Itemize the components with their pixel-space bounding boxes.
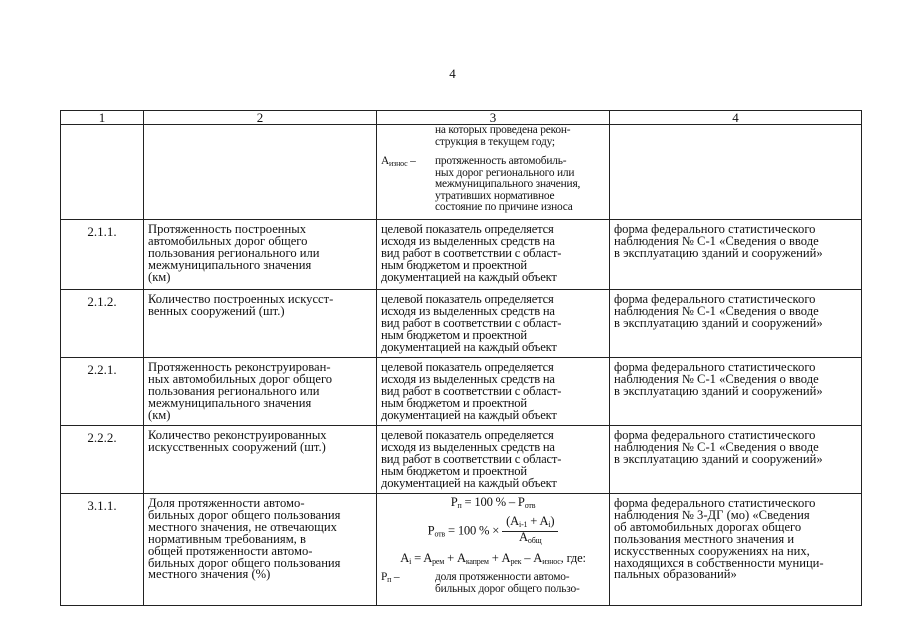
- text-line: пользования регионального или: [148, 245, 320, 260]
- dash: –: [410, 155, 416, 167]
- calculation-method: [377, 290, 610, 358]
- cont-line-1: на которых проведена рекон-: [435, 124, 571, 136]
- indicator-name: [144, 220, 377, 290]
- text-line: форма федерального статистического: [614, 496, 816, 510]
- symbol-subscript: износ: [389, 159, 408, 168]
- definition-line: протяженность автомобиль-: [435, 155, 567, 167]
- indicator-name: [144, 290, 377, 358]
- text-line: ным бюджетом и проектной: [381, 257, 527, 272]
- table-row: [61, 290, 862, 358]
- text-line: Количество реконструированных: [148, 428, 327, 442]
- text-line: документацией на каждый объект: [381, 339, 557, 354]
- text-line: автомобильных дорог общего: [148, 233, 308, 248]
- text-line: форма федерального статистического: [614, 428, 816, 442]
- text-line: Протяженность реконструирован-: [148, 360, 331, 374]
- text-line: нормативным требованиям, в: [148, 531, 306, 546]
- cell-method: [377, 125, 610, 220]
- text-line: в эксплуатацию зданий и сооружений»: [614, 451, 823, 466]
- text-line: (км): [148, 269, 171, 284]
- text-line: ных автомобильных дорог общего: [148, 371, 333, 386]
- text-line: местного значения (%): [148, 567, 271, 582]
- text-line: (км): [148, 407, 171, 422]
- data-source: [610, 426, 862, 494]
- text-line: бильных дорог общего пользования: [148, 507, 341, 522]
- text-line: местного значения, не отвечающих: [148, 519, 337, 534]
- text-line: исходя из выделенных средств на: [381, 439, 555, 454]
- cell-name: [144, 125, 377, 220]
- text-line: документацией на каждый объект: [381, 475, 557, 490]
- text-line: в эксплуатацию зданий и сооружений»: [614, 315, 823, 330]
- text-line: Протяженность построенных: [148, 222, 307, 236]
- text-line: целевой показатель определяется: [381, 222, 554, 236]
- text-line: межмуниципального значения: [148, 395, 312, 410]
- text-line: форма федерального статистического: [614, 292, 816, 306]
- definition-line: межмуниципального значения,: [435, 178, 581, 190]
- text-line: венных сооружений (шт.): [148, 303, 285, 318]
- text-line: пользования местного значения и: [614, 531, 795, 546]
- formula-p-otv: $P_{отв} = 100$ % × $\frac{(A_{i-1} + A_i)}{A_{общ}}$: [381, 516, 605, 547]
- symbol: A: [381, 155, 390, 167]
- header-col-3: 3: [377, 111, 610, 125]
- text-line: об автомобильных дорогах общего: [614, 519, 802, 534]
- fraction: $\frac{(A_{i-1} + A_i)}{A_{общ}}$: [502, 516, 558, 547]
- text-line: целевой показатель определяется: [381, 292, 554, 306]
- text-line: в эксплуатацию зданий и сооружений»: [614, 245, 823, 260]
- text-line: находящихся в собственности муници-: [614, 555, 824, 570]
- text-line: документацией на каждый объект: [381, 269, 557, 284]
- text-line: ным бюджетом и проектной: [381, 463, 527, 478]
- definition-p-n: $P_п$ – доля протяженности автомо- бильных дорог общего пользо-: [381, 570, 580, 595]
- text-line: искусственных сооружениях на них,: [614, 543, 810, 558]
- text-line: пальных образований»: [614, 567, 737, 582]
- text-line: ным бюджетом и проектной: [381, 395, 527, 410]
- definition-a-iznos: [381, 156, 605, 214]
- row-number: 2.2.1.: [61, 358, 144, 426]
- data-source: [610, 220, 862, 290]
- row-number: 2.1.1.: [61, 220, 144, 290]
- text-line: наблюдения № С-1 «Сведения о вводе: [614, 371, 819, 386]
- page-number: 4: [449, 66, 456, 81]
- table-row: [61, 494, 862, 606]
- text-line: вид работ в соответствии с област-: [381, 245, 562, 260]
- text-line: целевой показатель определяется: [381, 360, 554, 374]
- row-number: 3.1.1.: [61, 494, 144, 606]
- cont-line-2: струкция в текущем году;: [435, 135, 555, 148]
- indicator-name: [144, 426, 377, 494]
- text-line: в эксплуатацию зданий и сооружений»: [614, 383, 823, 398]
- text-line: наблюдения № 3-ДГ (мо) «Сведения: [614, 507, 810, 522]
- text-line: целевой показатель определяется: [381, 428, 554, 442]
- cell-source: [610, 125, 862, 220]
- header-col-2: 2: [144, 111, 377, 125]
- header-col-1: 1: [61, 111, 144, 125]
- text-line: наблюдения № С-1 «Сведения о вводе: [614, 233, 819, 248]
- row-number: 2.1.2.: [61, 290, 144, 358]
- formula-a-i: $A_i = A_{рем} + A_{капрем} + A_{рек} - A_{износ}$, где:: [400, 550, 586, 566]
- definition-line: доля протяженности автомо-: [435, 570, 570, 583]
- definition-line: состояние по причине износа: [435, 201, 573, 213]
- data-source: [610, 290, 862, 358]
- data-source: [610, 494, 862, 606]
- indicator-table: [60, 110, 862, 606]
- text-line: общей протяженности автомо-: [148, 543, 313, 558]
- text-line: пользования регионального или: [148, 383, 320, 398]
- text-line: исходя из выделенных средств на: [381, 233, 555, 248]
- table-row: [61, 220, 862, 290]
- text-line: Доля протяженности автомо-: [148, 496, 305, 510]
- table-row: [61, 426, 862, 494]
- formula-p-n: $P_п = 100$ % – $P_{отв}$: [450, 495, 536, 510]
- text-line: исходя из выделенных средств на: [381, 303, 555, 318]
- header-col-4: 4: [610, 111, 862, 125]
- definition-line: бильных дорог общего пользо-: [435, 582, 580, 595]
- text-line: вид работ в соответствии с област-: [381, 315, 562, 330]
- text-line: исходя из выделенных средств на: [381, 371, 555, 386]
- calculation-method: [377, 358, 610, 426]
- row-number: 2.2.2.: [61, 426, 144, 494]
- calculation-method: [377, 494, 610, 606]
- cell-num: [61, 125, 144, 220]
- definition-line: утративших нормативное: [435, 189, 555, 202]
- text-line: наблюдения № С-1 «Сведения о вводе: [614, 303, 819, 318]
- calculation-method: [377, 426, 610, 494]
- text-line: Количество построенных искусст-: [148, 292, 334, 306]
- text-line: наблюдения № С-1 «Сведения о вводе: [614, 439, 819, 454]
- text-line: форма федерального статистического: [614, 360, 816, 374]
- calculation-method: [377, 220, 610, 290]
- table-row: [61, 358, 862, 426]
- text-line: форма федерального статистического: [614, 222, 816, 236]
- text-line: бильных дорог общего пользования: [148, 555, 341, 570]
- table-row-continuation: [61, 125, 862, 220]
- text-line: вид работ в соответствии с област-: [381, 451, 562, 466]
- data-source: [610, 358, 862, 426]
- indicator-name: [144, 494, 377, 606]
- text-line: документацией на каждый объект: [381, 407, 557, 422]
- text-line: межмуниципального значения: [148, 257, 312, 272]
- table-header-row: [61, 111, 862, 125]
- indicator-name: [144, 358, 377, 426]
- text-line: искусственных сооружений (шт.): [148, 439, 326, 454]
- definition-line: ных дорог регионального или: [435, 166, 575, 179]
- text-line: вид работ в соответствии с област-: [381, 383, 562, 398]
- text-line: ным бюджетом и проектной: [381, 327, 527, 342]
